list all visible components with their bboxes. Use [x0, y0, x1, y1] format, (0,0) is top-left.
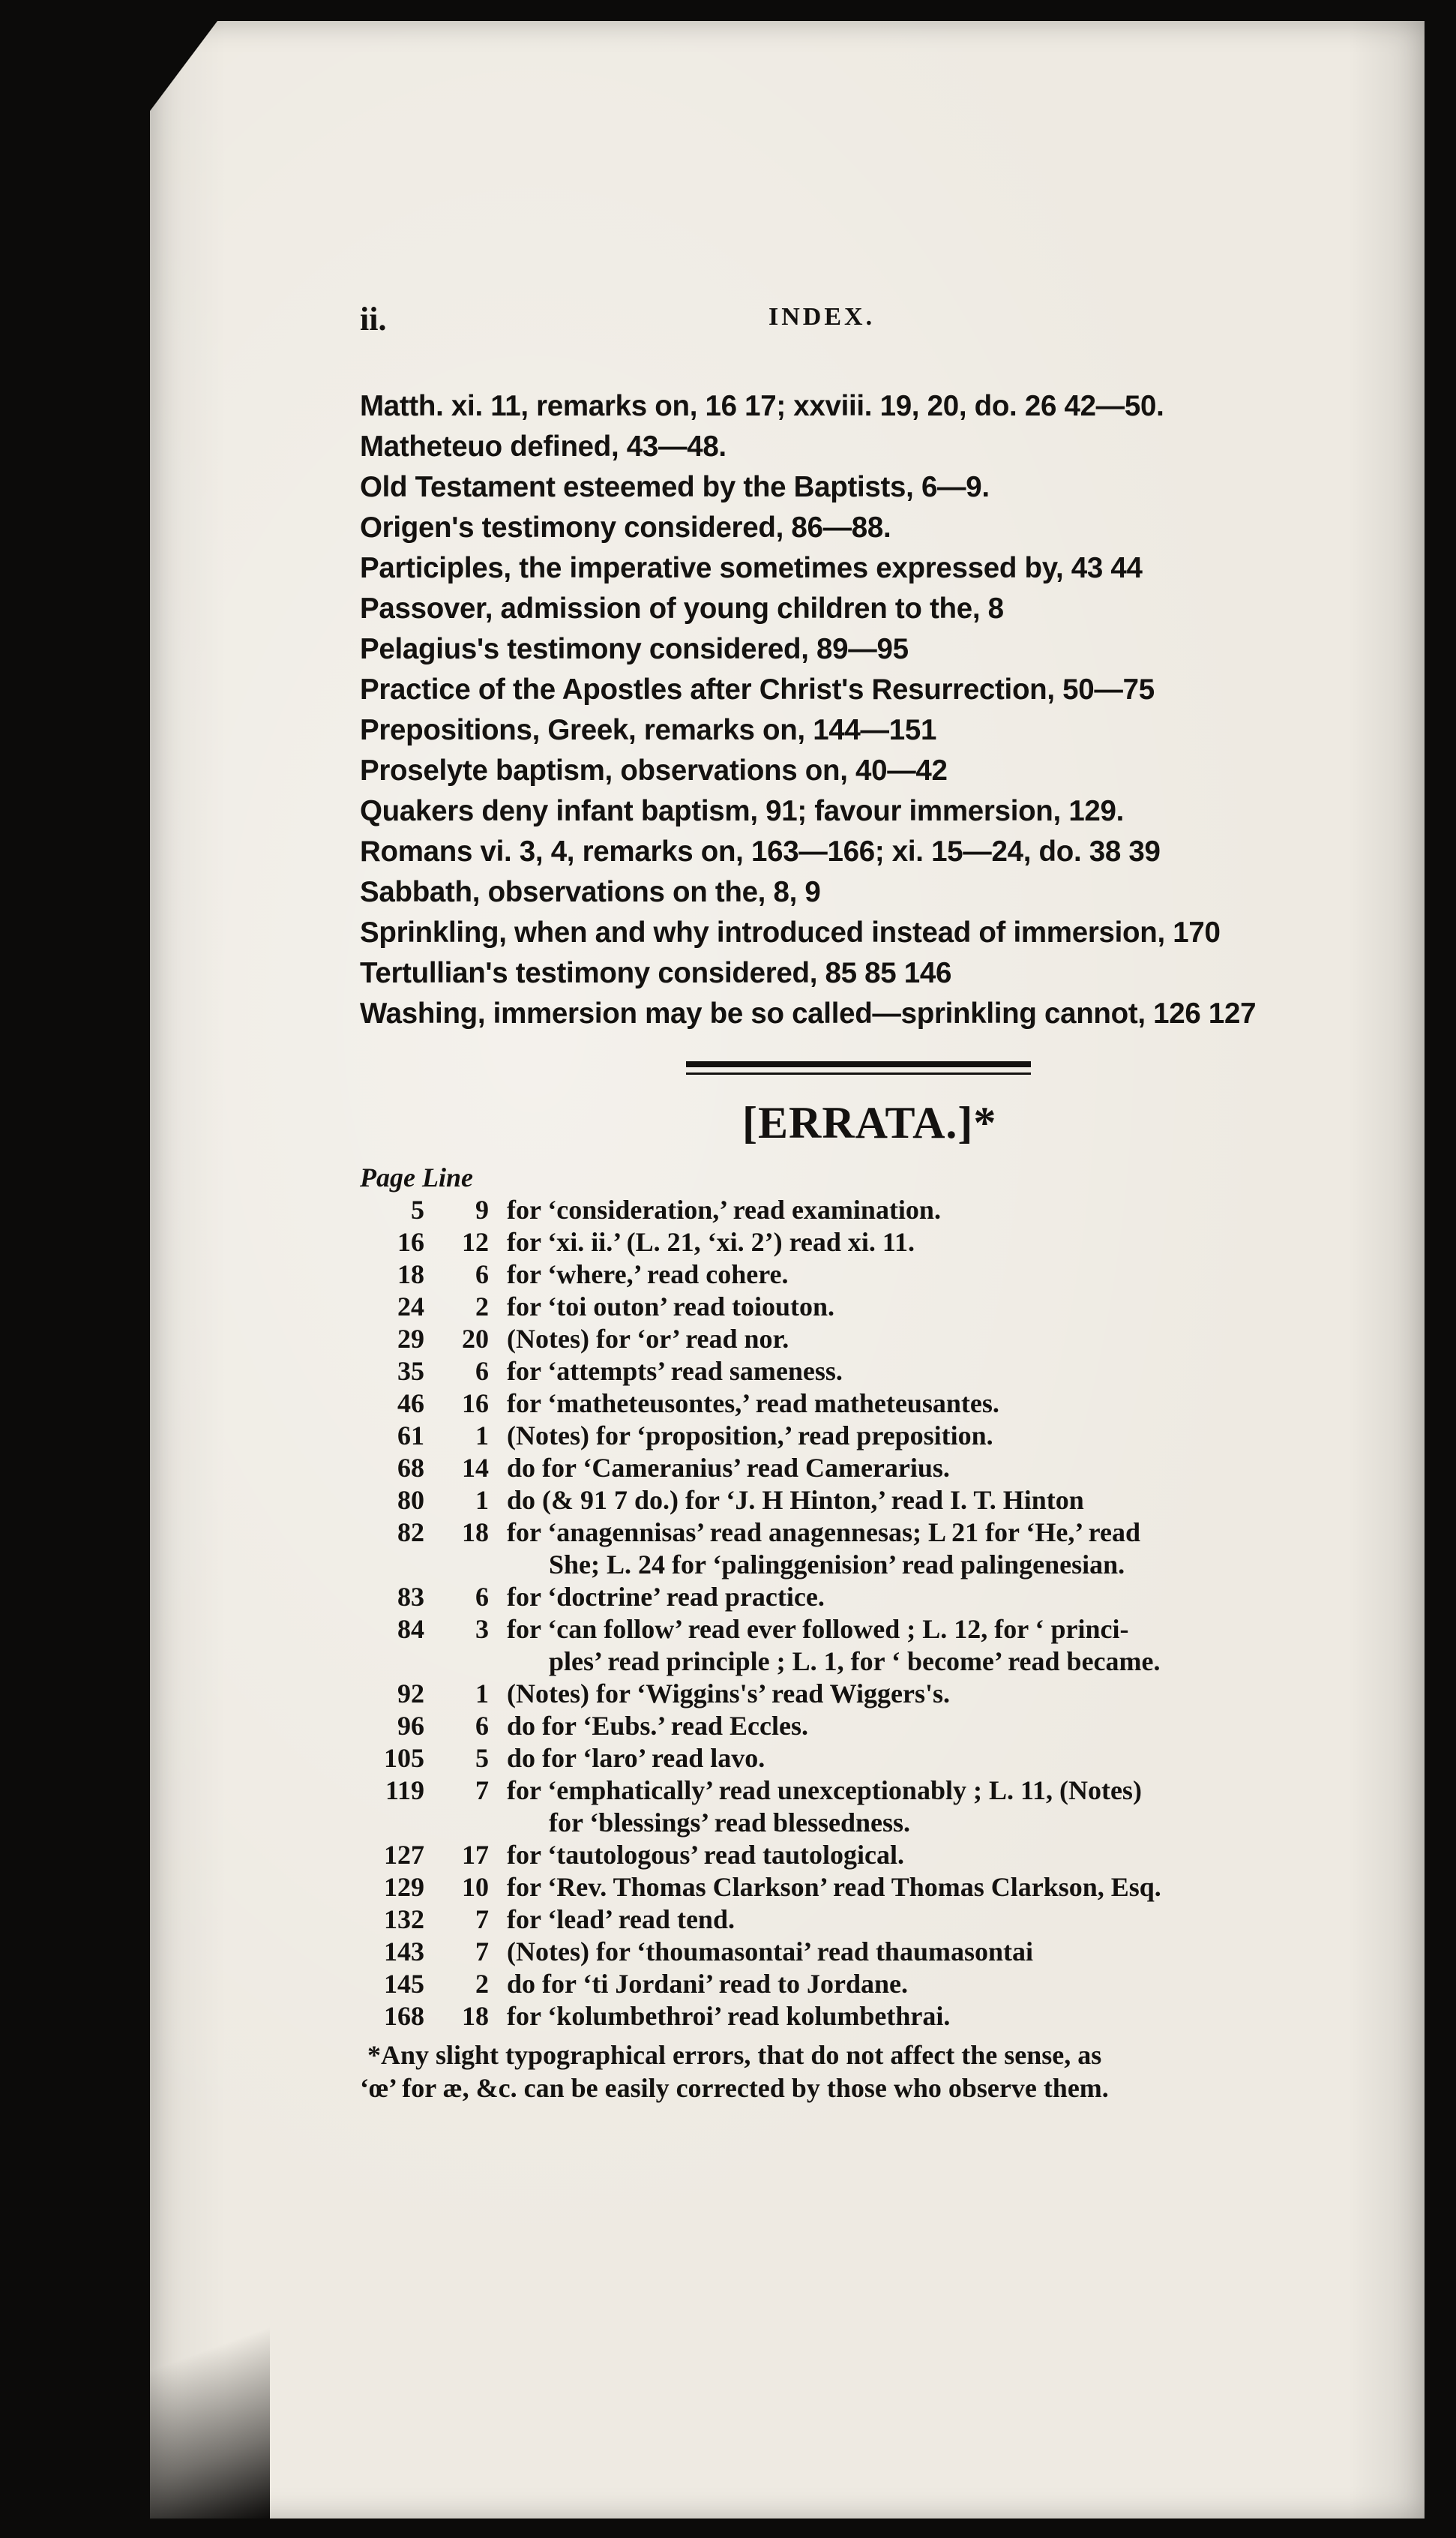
errata-list: [360, 1194, 1357, 2032]
errata-row: [360, 1194, 1357, 1226]
errata-row: [360, 1452, 1357, 1484]
errata-row: [360, 1968, 1357, 2000]
errata-column-heading: Page Line: [360, 1162, 473, 1192]
errata-row: [360, 1226, 1357, 1258]
index-entry: Sabbath, observations on the, 8, 9: [360, 876, 821, 908]
errata-line: 5: [475, 1743, 489, 1773]
errata-page: 92: [397, 1678, 424, 1708]
errata-correction: She; L. 24 for ‘palinggenision’ read palingenesian.: [549, 1550, 1125, 1580]
errata-page: 127: [384, 1840, 424, 1870]
errata-correction: for ‘attempts’ read sameness.: [507, 1356, 843, 1386]
errata-correction: for ‘Rev. Thomas Clarkson’ read Thomas Clarkson, Esq.: [507, 1872, 1161, 1902]
index-entry: Old Testament esteemed by the Baptists, 6—9.: [360, 471, 990, 503]
errata-row: [360, 1807, 1357, 1839]
errata-line: 14: [462, 1453, 489, 1483]
errata-correction: for ‘anagennisas’ read anagennesas; L 21 for ‘He,’ read: [507, 1517, 1140, 1547]
errata-page: 18: [397, 1259, 424, 1289]
errata-line: 18: [462, 1517, 489, 1547]
errata-correction: for ‘can follow’ read ever followed ; L. 12, for ‘ princi-: [507, 1614, 1129, 1644]
errata-correction: for ‘where,’ read cohere.: [507, 1259, 789, 1289]
errata-page: 29: [397, 1324, 424, 1354]
errata-row: [360, 1742, 1357, 1774]
errata-correction: for ‘kolumbethroi’ read kolumbethrai.: [507, 2001, 951, 2031]
index-entry: Participles, the imperative sometimes expressed by, 43 44: [360, 552, 1143, 584]
errata-page: 82: [397, 1517, 424, 1547]
errata-correction: do for ‘ti Jordani’ read to Jordane.: [507, 1969, 908, 1999]
index-list: [360, 386, 1357, 1034]
errata-line: 1: [475, 1678, 489, 1708]
errata-page: 129: [384, 1872, 424, 1902]
errata-correction: do for ‘Eubs.’ read Eccles.: [507, 1711, 808, 1741]
errata-title: [ERRATA.]*: [742, 1098, 997, 1148]
errata-correction: for ‘tautologous’ read tautological.: [507, 1840, 904, 1870]
errata-line: 20: [462, 1324, 489, 1354]
index-entry: Prepositions, Greek, remarks on, 144—151: [360, 714, 937, 746]
errata-correction: do (& 91 7 do.) for ‘J. H Hinton,’ read I. T. Hinton: [507, 1485, 1084, 1515]
errata-row: [360, 1646, 1357, 1678]
errata-line: 1: [475, 1420, 489, 1450]
errata-page: 84: [397, 1614, 424, 1644]
errata-correction: for ‘toi outon’ read toiouton.: [507, 1292, 834, 1322]
errata-page: 143: [384, 1936, 424, 1966]
errata-page: 83: [397, 1582, 424, 1612]
index-entry: Practice of the Apostles after Christ's Resurrection, 50—75: [360, 674, 1155, 706]
errata-row: [360, 1581, 1357, 1613]
errata-page: 35: [397, 1356, 424, 1386]
errata-row: [360, 1516, 1357, 1549]
index-entry: Origen's testimony considered, 86—88.: [360, 512, 891, 544]
errata-page: 105: [384, 1743, 424, 1773]
errata-row: [360, 1484, 1357, 1516]
rule-thin: [686, 1072, 1031, 1075]
errata-line: 12: [462, 1227, 489, 1257]
errata-page: 145: [384, 1969, 424, 1999]
errata-page: 80: [397, 1485, 424, 1515]
index-entry: Pelagius's testimony considered, 89—95: [360, 633, 909, 665]
errata-row: [360, 1323, 1357, 1355]
index-entry: Sprinkling, when and why introduced instead of immersion, 170: [360, 916, 1221, 949]
page-number: ii.: [360, 301, 387, 338]
errata-correction: (Notes) for ‘or’ read nor.: [507, 1324, 789, 1354]
rule-thick: [686, 1061, 1031, 1067]
index-entry: Passover, admission of young children to the, 8: [360, 592, 1004, 625]
footnote-line: ‘œ’ for æ, &c. can be easily corrected by those who observe them.: [360, 2073, 1109, 2103]
errata-page: 119: [385, 1775, 424, 1805]
errata-correction: for ‘doctrine’ read practice.: [507, 1582, 825, 1612]
errata-line: 9: [475, 1195, 489, 1225]
section-rule: [686, 1061, 1031, 1075]
errata-correction: ples’ read principle ; L. 1, for ‘ become’ read became.: [549, 1646, 1161, 1676]
errata-page: 96: [397, 1711, 424, 1741]
errata-row: [360, 2000, 1357, 2032]
torn-corner: [150, 21, 217, 111]
errata-line: 6: [475, 1582, 489, 1612]
errata-line: 6: [475, 1356, 489, 1386]
errata-correction: (Notes) for ‘Wiggins's’ read Wiggers's.: [507, 1678, 950, 1708]
page-header: [360, 300, 1357, 345]
errata-correction: do for ‘laro’ read lavo.: [507, 1743, 765, 1773]
footnote-line: *Any slight typographical errors, that do not affect the sense, as: [367, 2040, 1102, 2070]
errata-line: 2: [475, 1292, 489, 1322]
errata-page: 168: [384, 2001, 424, 2031]
errata-row: [360, 1613, 1357, 1646]
errata-row: [360, 1355, 1357, 1388]
errata-row: [360, 1904, 1357, 1936]
errata-row: [360, 1291, 1357, 1323]
errata-correction: for ‘xi. ii.’ (L. 21, ‘xi. 2’) read xi. 11.: [507, 1227, 915, 1257]
errata-row: [360, 1549, 1357, 1581]
errata-line: 1: [475, 1485, 489, 1515]
errata-page: 5: [411, 1195, 424, 1225]
errata-line: 17: [462, 1840, 489, 1870]
errata-page: 16: [397, 1227, 424, 1257]
errata-line: 7: [475, 1775, 489, 1805]
index-entry: Quakers deny infant baptism, 91; favour immersion, 129.: [360, 795, 1125, 827]
errata-page: 24: [397, 1292, 424, 1322]
errata-row: [360, 1839, 1357, 1871]
index-entry: Romans vi. 3, 4, remarks on, 163—166; xi. 15—24, do. 38 39: [360, 836, 1161, 868]
errata-correction: (Notes) for ‘proposition,’ read preposition.: [507, 1420, 993, 1450]
errata-line: 10: [462, 1872, 489, 1902]
errata-page: 61: [397, 1420, 424, 1450]
errata-correction: for ‘matheteusontes,’ read matheteusantes.: [507, 1388, 999, 1418]
index-entry: Washing, immersion may be so called—sprinkling cannot, 126 127: [360, 998, 1257, 1030]
errata-row: [360, 1710, 1357, 1742]
errata-page: 132: [384, 1904, 424, 1934]
errata-row: [360, 1936, 1357, 1968]
errata-correction: for ‘emphatically’ read unexceptionably ; L. 11, (Notes): [507, 1775, 1142, 1805]
errata-correction: for ‘lead’ read tend.: [507, 1904, 735, 1934]
errata-footnote: [360, 2038, 1357, 2104]
errata-row: [360, 1420, 1357, 1452]
errata-row: [360, 1258, 1357, 1291]
errata-line: 18: [462, 2001, 489, 2031]
errata-correction: (Notes) for ‘thoumasontai’ read thaumasontai: [507, 1936, 1033, 1966]
index-entry: Proselyte baptism, observations on, 40—42: [360, 754, 948, 787]
errata-line: 3: [475, 1614, 489, 1644]
errata-line: 16: [462, 1388, 489, 1418]
page-damage: [150, 2288, 270, 2520]
running-title: INDEX.: [768, 303, 876, 331]
errata-correction: do for ‘Cameranius’ read Camerarius.: [507, 1453, 950, 1483]
errata-correction: for ‘blessings’ read blessedness.: [549, 1808, 911, 1838]
index-entry: Matth. xi. 11, remarks on, 16 17; xxviii. 19, 20, do. 26 42—50.: [360, 390, 1164, 422]
errata-row: [360, 1388, 1357, 1420]
errata-line: 6: [475, 1711, 489, 1741]
index-entry: Matheteuo defined, 43—48.: [360, 430, 727, 463]
errata-row: [360, 1774, 1357, 1807]
errata-correction: for ‘consideration,’ read examination.: [507, 1195, 941, 1225]
page-content: [360, 300, 1357, 2104]
errata-row: [360, 1678, 1357, 1710]
errata-row: [360, 1871, 1357, 1904]
errata-line: 7: [475, 1904, 489, 1934]
errata-page: 68: [397, 1453, 424, 1483]
errata-page: 46: [397, 1388, 424, 1418]
index-entry: Tertullian's testimony considered, 85 85 146: [360, 957, 952, 989]
errata-line: 2: [475, 1969, 489, 1999]
errata-line: 7: [475, 1936, 489, 1966]
errata-line: 6: [475, 1259, 489, 1289]
